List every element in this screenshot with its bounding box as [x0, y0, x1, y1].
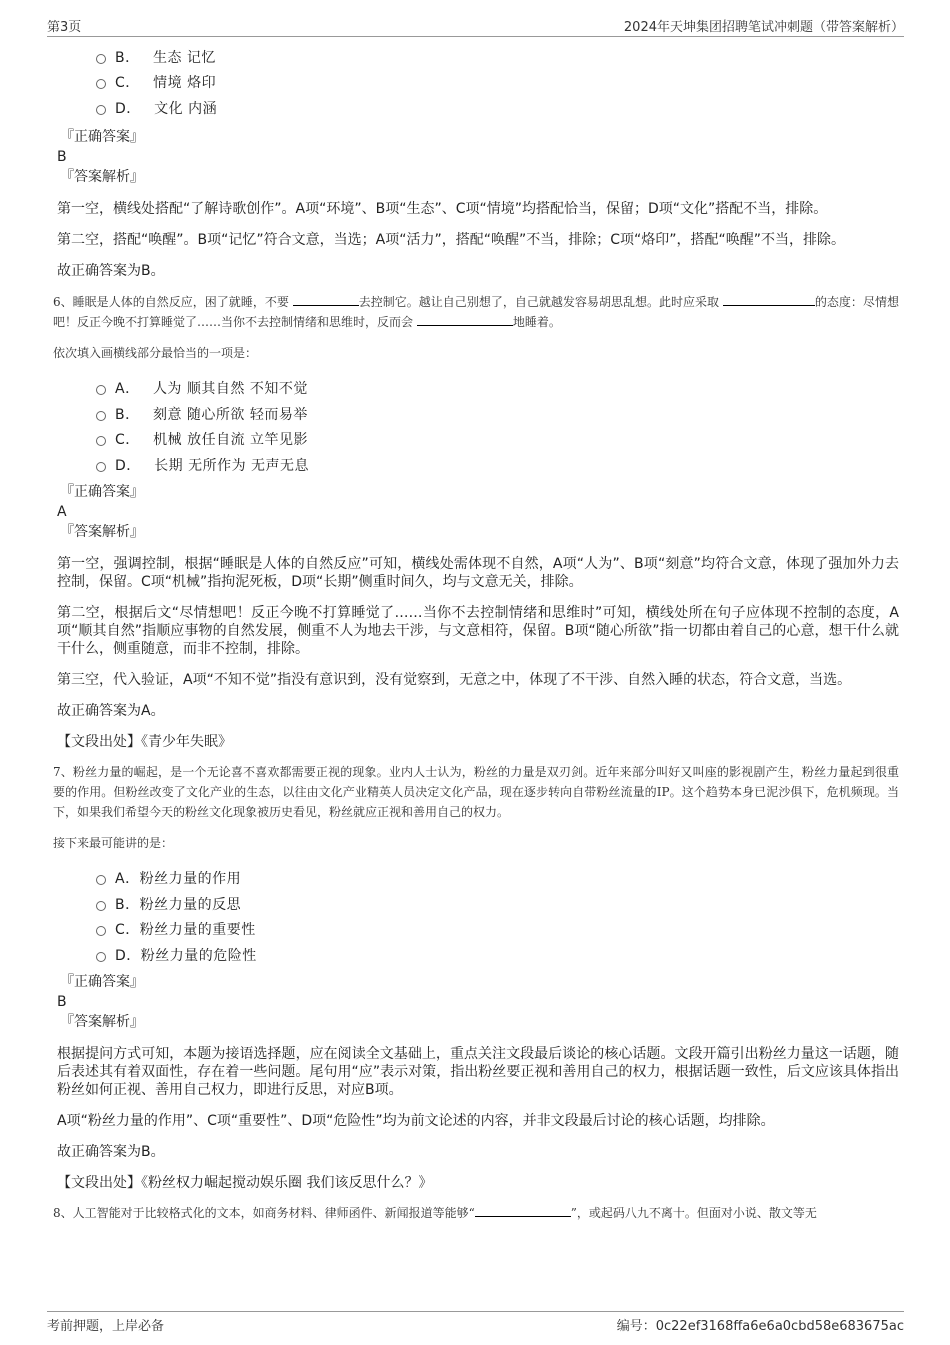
analysis-label: 『答案解析』 — [60, 1013, 144, 1030]
radio-icon[interactable] — [96, 79, 106, 89]
answer-label: 『正确答案』 — [60, 128, 144, 145]
q6-option-a[interactable]: A． 人为 顺其自然 不知不觉 — [57, 376, 899, 402]
analysis-paragraph: 根据提问方式可知，本题为接语选择题，应在阅读全文基础上，重点关注文段最后谈论的核心话题。文段开篇引出粉丝力量这一话题，随后表述其有着双面性，存在着一些问题。尾句用“应”表示对策，指出粉丝要正视和善用自己的权力，根据话题一致性，后文应该具体指出粉丝如何正视、善用自己权力，即进行反思，对应B项。 — [57, 1045, 899, 1098]
page-header — [47, 14, 904, 37]
fill-blank — [417, 313, 513, 326]
radio-icon[interactable] — [96, 54, 106, 64]
analysis-paragraph: 第二空，根据后文“尽情想吧！反正今晚不打算睡觉了……当你不去控制情绪和思维时”可知，横线处所在句子应体现不控制的态度，A项“顺其自然”指顺应事物的自然发展，侧重不人为地去干涉，与文意相符，保留。B项“随心所欲”指一切都由着自己的心意，想干什么就干什么，侧重随意，而非不控制，排除。 — [57, 604, 899, 657]
radio-icon[interactable] — [96, 952, 106, 962]
q6-option-d[interactable]: D． 长期 无所作为 无声无息 — [57, 452, 899, 478]
q7-option-c[interactable]: C． 粉丝力量的重要性 — [57, 917, 899, 943]
answer-value: A — [57, 503, 67, 520]
answer-value: B — [57, 993, 67, 1010]
q7-option-b[interactable]: B． 粉丝力量的反思 — [57, 891, 899, 917]
q7-option-d[interactable]: D． 粉丝力量的危险性 — [57, 942, 899, 968]
radio-icon[interactable] — [96, 901, 106, 911]
q6-option-c[interactable]: C． 机械 放任自流 立竿见影 — [57, 427, 899, 453]
analysis-paragraph: 第三空，代入验证，A项“不知不觉”指没有意识到，没有觉察到，无意之中，体现了不干涉、自然入睡的状态，符合文意，当选。 — [57, 671, 852, 688]
page-footer — [47, 1311, 904, 1334]
page-number: 第3页 — [47, 20, 82, 35]
document-title: 2024年天坤集团招聘笔试冲刺题（带答案解析） — [623, 20, 904, 35]
q5-options — [57, 44, 899, 121]
q7-prompt: 接下来最可能讲的是： — [53, 835, 174, 850]
footer-slogan: 考前押题，上岸必备 — [47, 1319, 165, 1334]
source-citation: 【文段出处】《青少年失眠》 — [57, 733, 232, 750]
analysis-paragraph: 故正确答案为B。 — [57, 262, 165, 279]
answer-value: B — [57, 148, 67, 165]
analysis-label: 『答案解析』 — [60, 523, 144, 540]
q6-prompt: 依次填入画横线部分最恰当的一项是： — [53, 345, 258, 360]
radio-icon[interactable] — [96, 462, 106, 472]
radio-icon[interactable] — [96, 875, 106, 885]
radio-icon[interactable] — [96, 436, 106, 446]
q6-options — [57, 376, 899, 478]
document-serial: 编号：0c22ef3168ffa6e6a0cbd58e683675ac — [616, 1319, 904, 1334]
analysis-paragraph: 第二空，搭配“唤醒”。B项“记忆”符合文意，当选；A项“活力”，搭配“唤醒”不当，排除；C项“烙印”，搭配“唤醒”不当，排除。 — [57, 231, 845, 248]
radio-icon[interactable] — [96, 385, 106, 395]
analysis-paragraph: A项“粉丝力量的作用”、C项“重要性”、D项“危险性”均为前文论述的内容，并非文段最后讨论的核心话题，均排除。 — [57, 1112, 775, 1129]
radio-icon[interactable] — [96, 411, 106, 421]
analysis-paragraph: 故正确答案为A。 — [57, 702, 165, 719]
fill-blank — [293, 293, 359, 306]
answer-label: 『正确答案』 — [60, 483, 144, 500]
fill-blank — [475, 1204, 571, 1217]
analysis-paragraph: 第一空，横线处搭配“了解诗歌创作”。A项“环境”、B项“生态”、C项“情境”均搭配恰当，保留；D项“文化”搭配不当，排除。 — [57, 200, 828, 217]
q7-stem: 7、粉丝力量的崛起，是一个无论喜不喜欢都需要正视的现象。业内人士认为，粉丝的力量是双刃剑。近年来部分叫好又叫座的影视剧产生，粉丝力量起到很重要的作用。但粉丝改变了文化产业的生态，以往由文化产业精英人员决定文化产品，现在逐步转向自带粉丝流量的IP。这个趋势本身已泥沙俱下，危机频现。当下，如果我们希望今天的粉丝文化现象被历史看见，粉丝就应正视和善用自己的权力。 — [53, 764, 899, 819]
q5-option-d[interactable]: D． 文化 内涵 — [57, 95, 899, 121]
analysis-paragraph: 第一空，强调控制，根据“睡眠是人体的自然反应”可知，横线处需体现不自然，A项“人为”、B项“刻意”均符合文意，体现了强加外力去控制，保留。C项“机械”指拘泥死板，D项“长期”侧重时间久，均与文意无关，排除。 — [57, 555, 899, 590]
q6-option-b[interactable]: B． 刻意 随心所欲 轻而易举 — [57, 401, 899, 427]
q7-options — [57, 866, 899, 968]
answer-label: 『正确答案』 — [60, 973, 144, 990]
fill-blank — [723, 293, 815, 306]
q5-option-c[interactable]: C． 情境 烙印 — [57, 70, 899, 96]
analysis-paragraph: 故正确答案为B。 — [57, 1143, 165, 1160]
document-body — [53, 44, 899, 1223]
radio-icon[interactable] — [96, 926, 106, 936]
source-citation: 【文段出处】《粉丝权力崛起搅动娱乐圈 我们该反思什么？》 — [57, 1174, 433, 1191]
q6-stem: 6、睡眠是人体的自然反应，困了就睡，不要 去控制它。越让自己别想了，自己就越发容易胡思乱想。此时应采取 的态度：尽情想吧！反正今晚不打算睡觉了……当你不去控制情绪和思维时，反而会 地睡着。 — [53, 294, 899, 329]
q8-stem: 8、人工智能对于比较格式化的文本，如商务材料、律师函件、新闻报道等能够“ ”，或起码八九不离十。但面对小说、散文等无 — [53, 1205, 817, 1220]
q7-option-a[interactable]: A． 粉丝力量的作用 — [57, 866, 899, 892]
q5-option-b[interactable]: B． 生态 记忆 — [57, 44, 899, 70]
radio-icon[interactable] — [96, 105, 106, 115]
analysis-label: 『答案解析』 — [60, 168, 144, 185]
